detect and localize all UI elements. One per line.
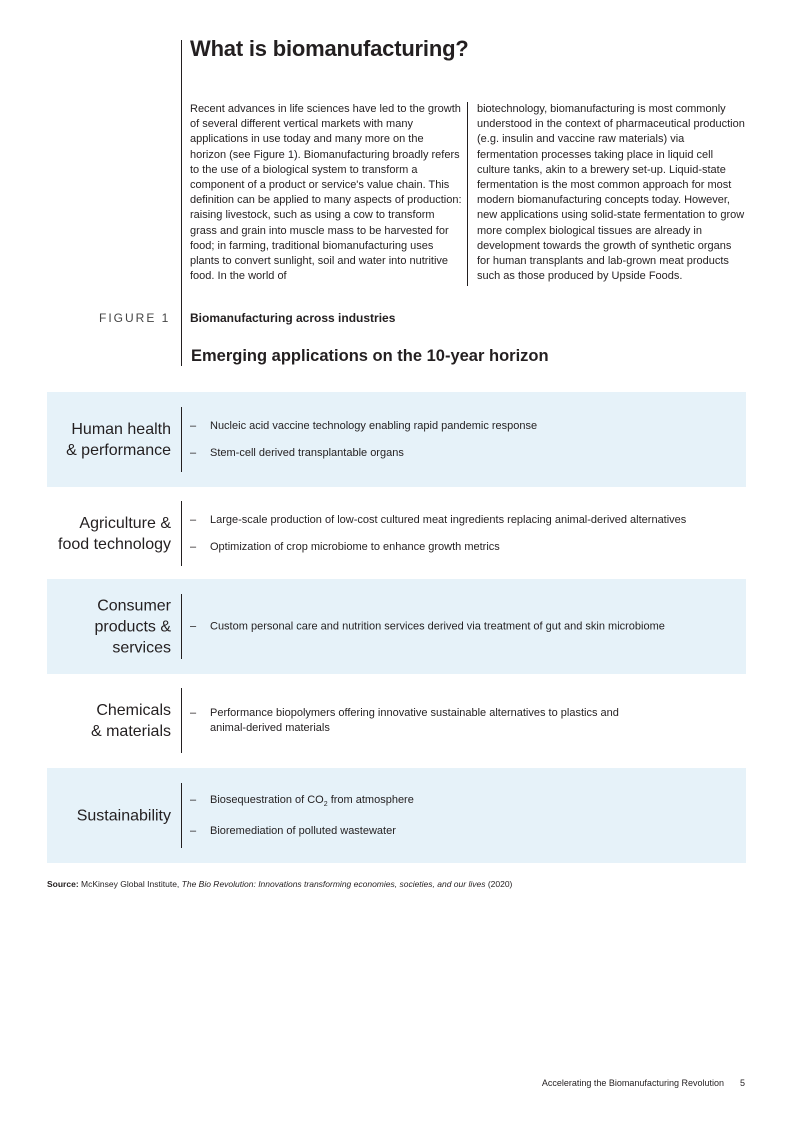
footer-title: Accelerating the Biomanufacturing Revolution [541, 1078, 724, 1088]
column-divider [467, 102, 468, 286]
list-item-text: Bioremediation of polluted wastewater [210, 824, 396, 837]
sector-divider [181, 407, 182, 472]
figure-label: FIGURE 1 [99, 311, 171, 325]
dash-bullet: – [190, 620, 197, 632]
sector-band-human-health [47, 392, 746, 487]
list-item-text-suffix: from atmosphere [327, 793, 414, 806]
body-left-text: Recent advances in life sciences have led to the growth of several different vertical markets with many applications in use today and many more on the horizon (see Figure 1). Biomanufacturing broadly refers to the use of a biological system to transform a component of a product or service's value chain. This definition can be applied to many aspects of production: raising livestock, such as using a cow to transform grass and grain into muscle mass to be harvested for food; in farming, traditional biomanufacturing uses plants to convert sunlight, soil and water into nutritive food. In the world of [190, 103, 462, 283]
list-item [190, 824, 720, 839]
sector-label-line: food technology [58, 535, 171, 553]
sector-items [190, 419, 720, 461]
sector-label [77, 805, 171, 826]
list-item [190, 513, 720, 528]
body-right-column [477, 102, 747, 284]
page-number: 5 [739, 1078, 745, 1088]
source-title: The Bio Revolution: Innovations transforming economies, societies, and our lives [181, 879, 486, 889]
list-item [190, 446, 720, 461]
sector-label-line: Agriculture & [79, 514, 171, 532]
page-footer [542, 1078, 745, 1088]
body-right-text: biotechnology, biomanufacturing is most commonly understood in the context of pharmaceutical production (e.g. insulin and vaccine raw materials) via fermentation processes taking place in liquid cell culture tanks, akin to a brewery set-up. Liquid-state fermentation is the most common approach for most modern biomanufacturing concepts today. However, new applications using solid-state fermentation to grow more complex biological tissues are already in development towards the growth of synthetic organs for human transplants and lab-grown meat products such as those produced by Upside Foods. [477, 103, 745, 283]
page-title: What is biomanufacturing? [190, 36, 469, 61]
sector-divider [181, 783, 182, 848]
list-item-text: Performance biopolymers offering innovative sustainable alternatives to plastics and animal-derived materials [210, 706, 619, 734]
dash-bullet: – [190, 540, 197, 553]
list-item [190, 540, 720, 555]
list-item [190, 792, 720, 811]
sector-label-line: products & [94, 618, 171, 635]
source-note [47, 879, 512, 889]
sector-label [58, 513, 171, 555]
sector-divider [181, 594, 182, 659]
dash-bullet: – [190, 706, 197, 719]
sector-band-consumer [47, 579, 746, 674]
sector-band-agriculture [47, 486, 746, 581]
list-item-text: Biosequestration of CO [210, 793, 324, 806]
list-item-text: Optimization of crop microbiome to enhance growth metrics [210, 540, 500, 553]
dash-bullet: – [190, 513, 197, 526]
sector-label [91, 700, 171, 742]
sector-label-line: Chemicals [96, 701, 171, 719]
body-left-column [190, 102, 462, 284]
list-item-text: Nucleic acid vaccine technology enabling rapid pandemic response [210, 419, 538, 432]
sector-label-line: Consumer [97, 597, 171, 614]
list-item [190, 706, 640, 736]
sector-divider [181, 688, 182, 753]
sector-items [190, 513, 720, 555]
sector-band-sustainability [47, 768, 746, 863]
sector-label-line: & performance [66, 441, 171, 459]
dash-bullet: – [190, 793, 197, 806]
dash-bullet: – [190, 419, 197, 432]
figure-title: Biomanufacturing across industries [190, 311, 396, 325]
sector-label-line: services [112, 639, 171, 656]
sector-label-line: Sustainability [76, 807, 171, 824]
dash-bullet: – [190, 824, 197, 837]
source-label: Source: [47, 879, 79, 889]
sector-divider [181, 501, 182, 566]
list-item-text: Large-scale production of low-cost cultured meat ingredients replacing animal-derived alternatives [210, 513, 687, 526]
list-item [190, 419, 720, 434]
title-rule [181, 40, 182, 366]
co2-subscript: 2 [323, 800, 328, 808]
source-year: (2020) [485, 879, 513, 889]
dash-bullet: – [190, 446, 197, 459]
sector-label [95, 595, 171, 658]
sector-label [66, 419, 171, 461]
sector-band-chemicals [47, 673, 746, 768]
sector-items [190, 792, 720, 838]
sector-items [190, 706, 640, 736]
list-item [190, 619, 720, 634]
sector-label-line: & materials [90, 722, 171, 740]
sector-items [190, 619, 720, 634]
list-item-text: Custom personal care and nutrition services derived via treatment of gut and skin microbiome [210, 620, 665, 632]
list-item-text: Stem-cell derived transplantable organs [210, 446, 404, 459]
figure-subtitle: Emerging applications on the 10-year horizon [191, 347, 549, 365]
sector-label-line: Human health [71, 420, 171, 438]
source-text: McKinsey Global Institute, [78, 879, 182, 889]
